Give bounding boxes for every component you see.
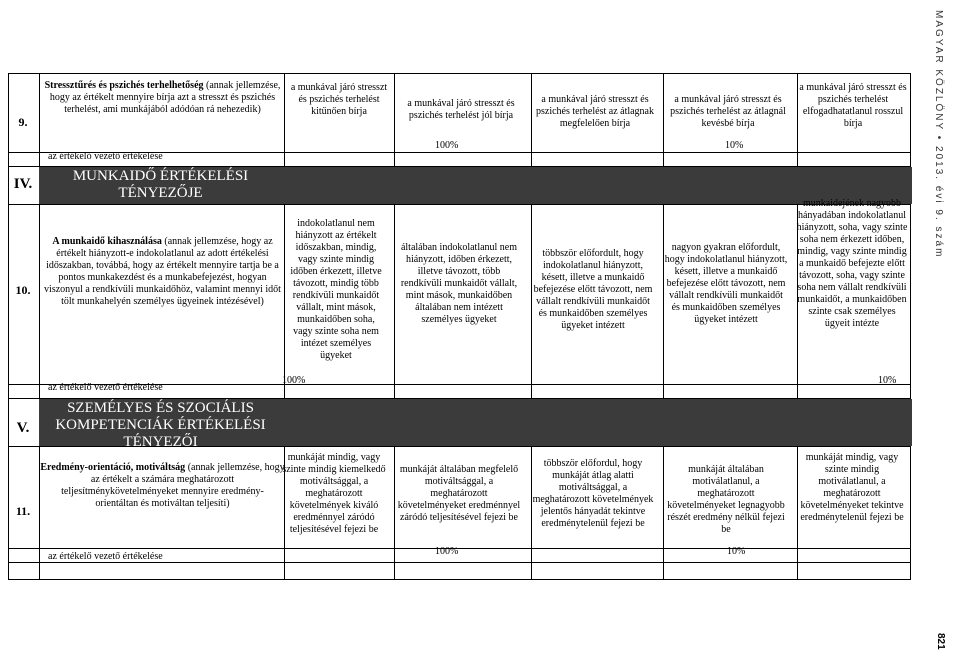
scale11-level4: munkáját általában motiválatlanul, a meghatározott követelményeket legnagyobb részét eredmény nélkül fejezi be <box>667 464 785 535</box>
criterion-stress-desc: (annak jellemzése, hogy az értékelt mennyire bírja azt a stresszt és pszichés terhelést, ami munkájából adódóan rá nehezedik) <box>49 80 281 115</box>
criterion-result-desc: (annak jellemzése, hogy az értékelt a számára meghatározott teljesítménykövetelményeket mennyire eredmény-orientáltan és motiváltan teljesíti) <box>61 462 285 509</box>
section-number-v: V. <box>16 420 30 436</box>
scale11-level5: munkáját mindig, vagy szinte mindig motiválatlanul, a meghatározott követelményeket tekintve eredménytelenül fejezi be <box>800 452 904 523</box>
scale10-level5: munkaidejének nagyobb hányadában indokolatlanul hiányzott, soha, vagy szinte soha nem érkezett időben, mindig, vagy szinte mindig a munkaidő befejezte előtt távozott, soha, vagy szinte soha nem vállalt rendkívüli munkaidőt, a munkaidőben szinte csak személyes ügyeit intézte <box>796 198 908 329</box>
criterion-stress-title: Stressztűrés és pszichés terhelhetőség <box>44 80 204 91</box>
criterion-result-title: Eredmény-orientáció, motiváltság <box>40 462 186 473</box>
scale10-level4: nagyon gyakran előfordult, hogy indokolatlanul hiányzott, késett, illetve a munkaidő befejezése előtt távozott, nem vállalt rendkívüli munkaidőt és munkaidőben személyes ügyeket intézett <box>664 242 788 325</box>
scale10-level1: indokolatlanul nem hiányzott az értékelt időszakban, mindig, vagy szinte mindig időben érkezett, illetve távozott, mindig több rendkívüli munkaidőt vállalt, mint mások, munkaidőben soha, vagy szinte soha nem intézet személyes ügyeket <box>290 218 382 361</box>
criterion-stress <box>40 80 285 116</box>
criterion-worktime-title: A munkaidő kihasználása <box>52 236 162 247</box>
row-number-10: 10. <box>15 283 31 297</box>
percent-10-row11: 10% <box>727 546 746 557</box>
section-v-title: SZEMÉLYES ÉS SZOCIÁLIS KOMPETENCIÁK ÉRTÉKELÉSI TÉNYEZŐI <box>55 400 266 450</box>
scale10-level2: általában indokolatlanul nem hiányzott, időben érkezett, illetve távozott, több rendkívüli munkaidőt vállalt, mint mások, munkaidőben általában nem intézett személyes ügyeket <box>400 242 518 325</box>
evaluation-label-10: az értékelő vezető értékelése <box>48 382 163 393</box>
evaluation-label-11: az értékelő vezető értékelése <box>48 551 163 562</box>
page-number: 821 <box>935 633 946 650</box>
percent-100-row11: 100% <box>435 546 459 557</box>
scale11-level1: munkáját mindig, vagy szinte mindig kiemelkedő motiváltsággal, a meghatározott követelmények kiváló eredménnyel záródó teljesítésével fejezi be <box>282 452 386 535</box>
journal-header: MAGYAR KÖZLÖNY • 2013. évi 9. szám <box>933 10 944 259</box>
scale9-level5: a munkával járó stresszt és pszichés terhelést elfogadhatatlanul rosszul bírja <box>799 82 907 129</box>
scale11-level2: munkáját általában megfelelő motiváltsággal, a meghatározott követelményeket eredménnyel záródó teljesítésével fejezi be <box>397 464 521 523</box>
evaluation-label-9: az értékelő vezető értékelése <box>48 151 163 162</box>
row-number-9: 9. <box>18 115 28 129</box>
percent-10-row10: 10% <box>878 375 897 386</box>
criterion-result-orientation <box>40 462 285 510</box>
percent-100-row9: 100% <box>435 140 459 151</box>
row-number-11: 11. <box>15 504 31 518</box>
criterion-worktime <box>40 236 285 308</box>
percent-10-row9: 10% <box>725 140 744 151</box>
scale9-level2: a munkával járó stresszt és pszichés terhelést jól bírja <box>407 98 515 121</box>
scale9-level1: a munkával járó stresszt és pszichés terhelést kitűnően bírja <box>290 82 388 117</box>
scale11-level3: többször előfordul, hogy munkáját átlag alatti motiváltsággal, a meghatározott követelmények jelentős hányadát tekintve eredménytelenül fejezi be <box>532 458 654 529</box>
criterion-worktime-desc: (annak jellemzése, hogy az értékelt hiányzott-e indokolatlanul az adott értékelési időszakban, továbbá, hogy az értékelt mennyire tartja be a pontos munkakezdést és a munkabefejezést, hogyan viszonyul a rendkívüli munkaidőhöz, valamint mennyi időt tölt munkahelyén személyes ügyeinek intézésével) <box>44 236 281 307</box>
section-iv-title: MUNKAIDŐ ÉRTÉKELÉSI TÉNYEZŐJE <box>72 168 249 201</box>
section-number-iv: IV. <box>13 176 33 192</box>
scale9-level3: a munkával járó stresszt és pszichés terhelést az átlagnak megfelelően bírja <box>536 94 654 129</box>
scale10-level3: többször előfordult, hogy indokolatlanul hiányzott, késett, illetve a munkaidő befejezése előtt távozott, nem vállalt rendkívüli munkaidőt és munkaidőben személyes ügyeket intézett <box>533 248 653 331</box>
scale9-level4: a munkával járó stresszt és pszichés terhelést az átlagnál kevésbé bírja <box>670 94 786 129</box>
percent-100-row10: 100% <box>282 375 306 386</box>
